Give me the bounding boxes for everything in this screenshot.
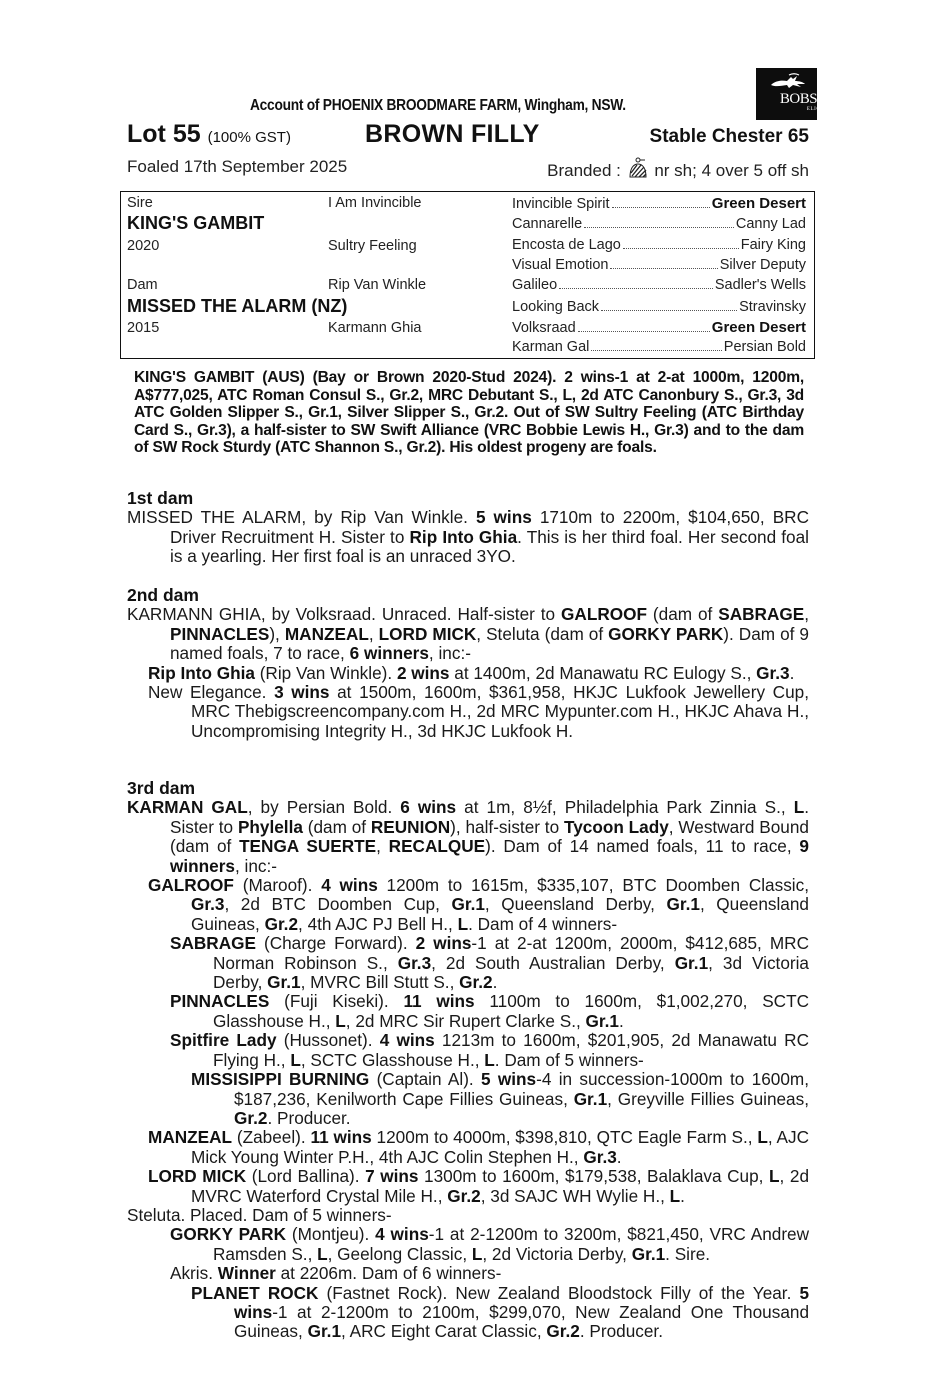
pedigree-gen4-row: Looking Back Stravinsky — [512, 299, 806, 315]
second-dam-section — [127, 586, 809, 741]
gst-note: (100% GST) — [207, 129, 291, 146]
logo-text-bobs: BOBS — [779, 91, 818, 107]
pedigree-entry: GORKY PARK (Montjeu). 4 wins-1 at 2-1200m to 3200m, $821,450, VRC Andrew Ramsden S., L, Geelong Classic, L, 2d Victoria Derby, Gr.1. Sire. — [170, 1224, 810, 1264]
first-dam-section — [127, 489, 809, 567]
pedigree-entry: New Elegance. 3 wins at 1500m, 1600m, $361,958, HKJC Lukfook Jewellery Cup, MRC Thebigscreencompany.com H., 2d MRC Mypunter.com H., HKJC Ahava H., Uncompromising Integrity H., 3d HKJC Lukfook H. — [148, 682, 809, 741]
sire-summary: KING'S GAMBIT (AUS) (Bay or Brown 2020-Stud 2024). 2 wins-1 at 2-at 1000m, 1200m, A$777,025, ATC Roman Consul S., Gr.2, MRC Debutant S., L, 2d ATC Canonbury S., Gr.3, 3d ATC Golden Slipper S., Gr.1, Silver Slipper S., Gr.2. Out of SW Sultry Feeling (ATC Birthday Card S., Gr.3), a half-sister to SW Swift Alliance (VRC Bobbie Lewis H., Gr.3) and to the dam of SW Rock Sturdy (ATC Shannon S., Gr.2). His oldest progeny are foals. — [134, 369, 804, 457]
sire-name: KING'S GAMBIT — [127, 213, 265, 233]
lot-header-row — [127, 120, 809, 152]
brand-mark-icon — [628, 157, 648, 184]
pedigree-table — [120, 191, 815, 359]
pedigree-entry: KARMANN GHIA, by Volksraad. Unraced. Half-sister to GALROOF (dam of SABRAGE, PINNACLES), MANZEAL, LORD MICK, Steluta (dam of GORKY PARK). Dam of 9 named foals, 7 to race, 6 winners, inc:- — [127, 604, 809, 664]
vendor-account: Account of PHOENIX BROODMARE FARM, Wingham, NSW. — [249, 97, 626, 114]
pedigree-entry: PINNACLES (Fuji Kiseki). 11 wins 1100m to 1600m, $1,002,270, SCTC Glasshouse H., L, 2d MRC Sir Rupert Clarke S., Gr.1. — [170, 991, 810, 1031]
section-title: 2nd dam — [127, 585, 199, 605]
stable-location: Stable Chester 65 — [649, 126, 809, 147]
pedigree-entry: Rip Into Ghia (Rip Van Winkle). 2 wins at 1400m, 2d Manawatu RC Eulogy S., Gr.3. — [148, 662, 795, 683]
pedigree-gen4-row: Karman Gal Persian Bold — [512, 339, 806, 355]
section-title: 1st dam — [127, 488, 194, 508]
sire-label: Sire — [127, 195, 153, 211]
pedigree-entry: GALROOF (Maroof). 4 wins 1200m to 1615m, $335,107, BTC Doomben Classic, Gr.3, 2d BTC Doomben Cup, Gr.1, Queensland Derby, Gr.1, Queensland Guineas, Gr.2, 4th AJC PJ Bell H., L. Dam of 4 winners- — [148, 875, 809, 934]
dam-label: Dam — [127, 277, 158, 293]
pedigree-entry: LORD MICK (Lord Ballina). 7 wins 1300m to 1600m, $179,538, Balaklava Cup, L, 2d MVRC Waterford Crystal Mile H., Gr.2, 3d SAJC WH Wylie H., L. — [148, 1166, 809, 1206]
pedigree-gen4-row: Cannarelle Canny Lad — [512, 216, 806, 232]
brand-description: Branded : nr sh; 4 over 5 off sh — [547, 157, 809, 184]
pedigree-entry: MISSED THE ALARM, by Rip Van Winkle. 5 wins 1710m to 2200m, $104,650, BRC Driver Recruitment H. Sister to Rip Into Ghia. This is her third foal. Her second foal is a yearling. Her first foal is an unraced 3YO. — [127, 507, 809, 567]
lot-number: Lot 55 (100% GST) — [127, 120, 291, 148]
sire-year: 2020 — [127, 238, 160, 254]
foaled-date: Foaled 17th September 2025 — [127, 157, 348, 176]
section-title: 3rd dam — [127, 778, 196, 798]
dam-sire: Rip Van Winkle — [328, 277, 427, 293]
pedigree-entry: MANZEAL (Zabeel). 11 wins 1200m to 4000m, $398,810, QTC Eagle Farm S., L, AJC Mick Young Winter P.H., 4th AJC Colin Stephen H., Gr.3. — [148, 1127, 809, 1167]
horse-head-icon — [767, 73, 807, 91]
sire-dam: Sultry Feeling — [328, 238, 417, 254]
pedigree-entry: Spitfire Lady (Hussonet). 4 wins 1213m to 1600m, $201,905, 2d Manawatu RC Flying H., L, SCTC Glasshouse H., L. Dam of 5 winners- — [170, 1030, 809, 1070]
sire-sire: I Am Invincible — [328, 195, 422, 211]
dam-dam: Karmann Ghia — [328, 320, 422, 336]
pedigree-entry: KARMAN GAL, by Persian Bold. 6 wins at 1m, 8½f, Philadelphia Park Zinnia S., L. Sister to Phylella (dam of REUNION), half-sister to Tycoon Lady, Westward Bound (dam of TENGA SUERTE, RECALQUE). Dam of 14 named foals, 11 to race, 9 winners, inc:- — [127, 797, 810, 876]
entries — [127, 798, 809, 1341]
entries — [127, 605, 809, 741]
pedigree-entry: SABRAGE (Charge Forward). 2 wins-1 at 2-at 1200m, 2000m, $412,685, MRC Norman Robinson S., Gr.3, 2d South Australian Derby, Gr.1, 3d Victoria Derby, Gr.1, MVRC Bill Stutt S., Gr.2. — [170, 933, 809, 993]
pedigree-gen4-row: Invincible Spirit Green Desert — [512, 195, 806, 212]
pedigree-gen4-row: Galileo Sadler's Wells — [512, 277, 806, 293]
third-dam-section — [127, 779, 809, 1342]
pedigree-entry: PLANET ROCK (Fastnet Rock). New Zealand Bloodstock Filly of the Year. 5 wins-1 at 2-1200m to 2100m, $299,070, New Zealand One Thousand Guineas, Gr.1, ARC Eight Carat Classic, Gr.2. Producer. — [191, 1282, 809, 1342]
pedigree-entry: Steluta. Placed. Dam of 5 winners- — [127, 1204, 392, 1225]
pedigree-gen4-row: Visual Emotion Silver Deputy — [512, 257, 806, 273]
pedigree-gen4-row: Encosta de Lago Fairy King — [512, 237, 806, 253]
bobs-eligible-logo — [756, 68, 835, 120]
logo-text-eligible: ELIGIBLE — [806, 107, 835, 112]
entries — [127, 508, 809, 566]
dam-name: MISSED THE ALARM (NZ) — [127, 296, 348, 316]
pedigree-entry: Akris. Winner at 2206m. Dam of 6 winners- — [170, 1263, 502, 1284]
pedigree-gen4-row: Volksraad Green Desert — [512, 319, 806, 336]
horse-sex-colour: BROWN FILLY — [365, 120, 540, 148]
dam-year: 2015 — [127, 320, 160, 336]
pedigree-entry: MISSISIPPI BURNING (Captain Al). 5 wins-4 in succession-1000m to 1600m, $187,236, Kenilworth Cape Fillies Guineas, Gr.1, Greyville Fillies Guineas, Gr.2. Producer. — [191, 1069, 809, 1128]
